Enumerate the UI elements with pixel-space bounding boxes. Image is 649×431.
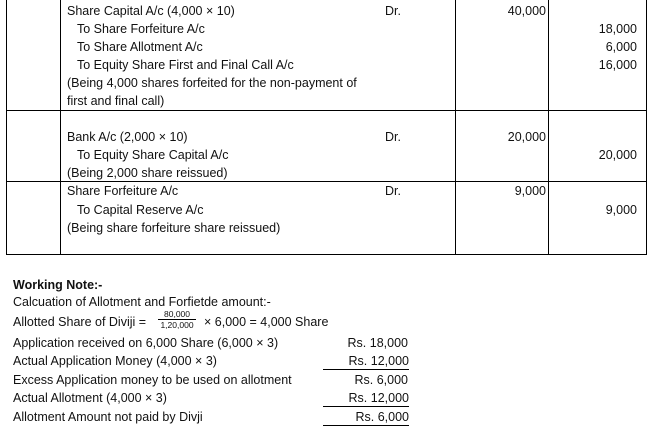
row-divider [6, 110, 646, 111]
dr-label: Dr. [385, 4, 401, 18]
narration: first and final call) [67, 94, 165, 108]
working-row-amount: Rs. 12,000 [323, 352, 409, 370]
dr-label: Dr. [385, 130, 401, 144]
allotted-share-formula [13, 309, 329, 333]
working-note-title: Working Note:- [13, 278, 103, 292]
working-row-label: Excess Application money to be used on allotment [13, 373, 292, 387]
narration: (Being 4,000 shares forfeited for the non-payment of [67, 76, 357, 90]
debit-amount: 20,000 [507, 130, 546, 144]
narration: (Being 2,000 share reissued) [67, 166, 228, 180]
working-row-amount: Rs. 6,000 [323, 408, 409, 426]
table-border-bottom [6, 254, 646, 255]
debit-account: Bank A/c (2,000 × 10) [67, 130, 188, 144]
particulars-column-divider [455, 0, 456, 255]
credit-account: To Equity Share First and Final Call A/c [77, 58, 294, 72]
debit-column-divider [548, 0, 549, 255]
working-row-label: Actual Application Money (4,000 × 3) [13, 354, 217, 368]
fraction [158, 309, 196, 331]
table-border-right [646, 0, 647, 255]
fraction-numerator: 80,000 [158, 309, 196, 320]
credit-amount: 20,000 [598, 148, 637, 162]
credit-amount: 16,000 [598, 58, 637, 72]
credit-amount: 18,000 [598, 22, 637, 36]
working-row-label: Allotment Amount not paid by Divji [13, 410, 203, 424]
debit-amount: 40,000 [507, 4, 546, 18]
dr-label: Dr. [385, 184, 401, 198]
fraction-denominator: 1,20,000 [160, 320, 194, 330]
credit-account: To Capital Reserve A/c [77, 203, 204, 217]
working-row-amount: Rs. 18,000 [347, 336, 408, 350]
credit-account: To Equity Share Capital A/c [77, 148, 229, 162]
formula-suffix: × 6,000 = 4,000 Share [204, 315, 329, 329]
table-border-left [6, 0, 7, 255]
working-note-subtitle: Calcuation of Allotment and Forfietde amount:- [13, 295, 271, 309]
debit-account: Share Capital A/c (4,000 × 10) [67, 4, 235, 18]
debit-amount: 9,000 [514, 184, 546, 198]
credit-account: To Share Allotment A/c [77, 40, 203, 54]
debit-account: Share Forfeiture A/c [67, 184, 179, 198]
date-column-divider [60, 0, 61, 255]
credit-amount: 6,000 [605, 40, 637, 54]
working-row-label: Application received on 6,000 Share (6,000 × 3) [13, 336, 279, 350]
credit-amount: 9,000 [605, 203, 637, 217]
working-row-amount: Rs. 12,000 [323, 389, 409, 407]
working-note [0, 270, 649, 431]
working-row-label: Actual Allotment (4,000 × 3) [13, 391, 167, 405]
working-row-amount: Rs. 6,000 [354, 373, 408, 387]
credit-account: To Share Forfeiture A/c [77, 22, 205, 36]
narration: (Being share forfeiture share reissued) [67, 221, 281, 235]
formula-prefix: Allotted Share of Diviji = [13, 315, 147, 329]
